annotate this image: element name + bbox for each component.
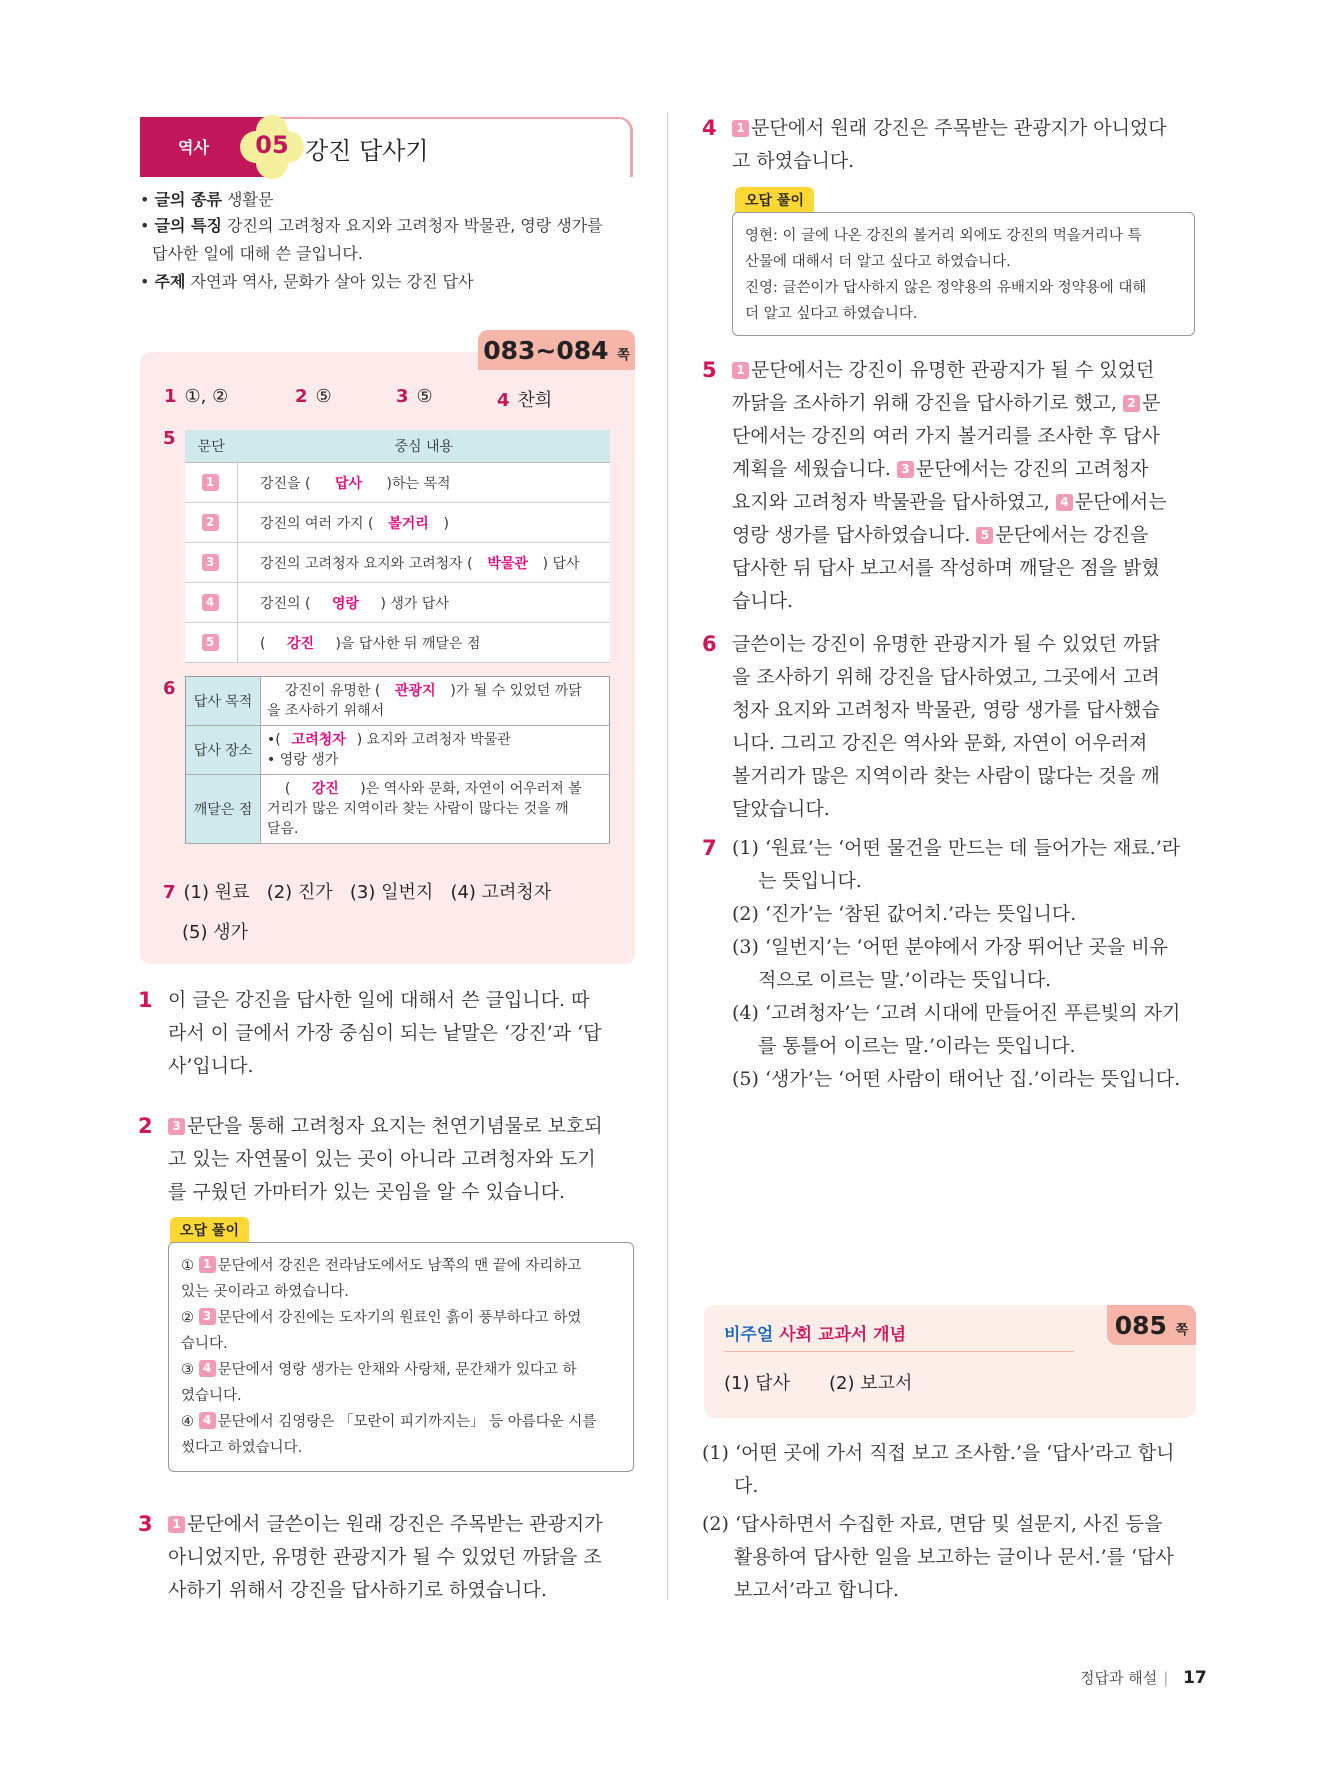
- wrong-answer-box-4: 영현: 이 글에 나온 강진의 볼거리 외에도 강진의 먹을거리나 특 산물에 대해서 더 알고 싶다고 하였습니다. 진영: 글쓴이가 답사하지 않은 정약용의 유배지와 정약용에 대해 더 알고 싶다고 하였습니다.: [732, 212, 1195, 336]
- explain-3: 3 1 문단에서 글쓴이는 원래 강진은 주목받는 관광지가 아니었지만, 유명한 관광지가 될 수 있었던 까닭을 조 사하기 위해서 강진을 답사하기로 하였습니다.: [138, 1512, 603, 1601]
- lesson-header: [140, 117, 638, 177]
- paragraph-table: [185, 430, 610, 663]
- table-row: 3 강진의 고려청자 요지와 고려청자 ( 박물관 ) 답사: [185, 543, 610, 583]
- info-theme: • 주제 자연과 역사, 문화가 살아 있는 강진 답사: [140, 272, 474, 291]
- visual-explain-2: (2) ‘답사하면서 수집한 자료, 면담 및 설문지, 사진 등을 활용하여 답사한 일을 보고하는 글이나 문서.’를 ‘답사 보고서’라고 합니다.: [702, 1513, 1174, 1601]
- lesson-title: 강진 답사기: [305, 137, 429, 165]
- footer-label: 정답과 해설: [1080, 1669, 1158, 1687]
- table-row: 2 강진의 여러 가지 ( 볼거리 ): [185, 503, 610, 543]
- explain-2: 2 3 문단을 통해 고려청자 요지는 천연기념물로 보호되 고 있는 자연물이 있는 곳이 아니라 고려청자와 도기 를 구웠던 가마터가 있는 곳임을 알 수 있습니다.: [138, 1114, 603, 1203]
- subject-label: 역사: [178, 138, 209, 157]
- info-feature-line2: 답사한 일에 대해 쓴 글입니다.: [152, 244, 363, 263]
- answer-1: 1 ①, ②: [164, 386, 229, 407]
- visual-answer-1: (1) 답사: [724, 1373, 790, 1394]
- table-row: 답사 장소 •( 고려청자 ) 요지와 고려청자 박물관 • 영랑 생가: [186, 726, 610, 775]
- visual-title-line: [724, 1351, 1074, 1352]
- lesson-number: 05: [255, 131, 289, 159]
- th-paragraph: 문단: [185, 430, 238, 463]
- answer-6-label: 6: [163, 678, 176, 699]
- th-content: 중심 내용: [238, 430, 611, 463]
- answer-5-label: 5: [163, 428, 176, 449]
- explain-1: 1 이 글은 강진을 답사한 일에 대해서 쓴 글입니다. 따 라서 이 글에서 가장 중심이 되는 낱말은 ‘강진’과 ‘답 사’입니다.: [138, 988, 602, 1077]
- table-row: 답사 목적 강진이 유명한 ( 관광지 )가 될 수 있었던 까닭 을 조사하기 위해서: [186, 677, 610, 726]
- table-row: 4 강진의 ( 영랑 ) 생가 답사: [185, 583, 610, 623]
- column-divider: [667, 112, 668, 1600]
- page-number: 17: [1183, 1668, 1207, 1688]
- trip-table: [185, 676, 610, 844]
- answer-7: 7 (1) 원료 (2) 진가 (3) 일번지 (4) 고려청자: [163, 882, 552, 903]
- info-type: • 글의 종류 생활문: [140, 190, 274, 209]
- answer-2: 2 ⑤: [295, 386, 332, 407]
- page-range-badge: 083~084 쪽: [478, 330, 635, 370]
- table-row: 깨달은 점 ( 강진 )은 역사와 문화, 자연이 어우러져 볼 거리가 많은 지역이라 찾는 사람이 많다는 것을 깨 달음.: [186, 775, 610, 844]
- visual-title: 비주얼 사회 교과서 개념: [724, 1325, 906, 1345]
- answer-4: 4 찬희: [497, 390, 553, 411]
- wrong-answer-tag: 오답 풀이: [170, 1217, 249, 1243]
- wrong-answer-box-2: ① 1 문단에서 강진은 전라남도에서도 남쪽의 맨 끝에 자리하고 있는 곳이라고 하였습니다. ② 3 문단에서 강진에는 도자기의 원료인 흙이 풍부하다고 하였 습니다. ③ 4 문단에서 영랑 생가는 안채와 사랑채, 문간채가 있다고 하 였습니다. ④ 4 문단에서 김영랑은 「모란이 피기까지는」 등 아름다운 시를 썼다고 하였습니다.: [168, 1242, 634, 1472]
- explain-6: 6 글쓴이는 강진이 유명한 관광지가 될 수 있었던 까닭 을 조사하기 위해 강진을 답사하였고, 그곳에서 고려 청자 요지와 고려청자 박물관, 영랑 생가를 답사했습 니다. 그리고 강진은 역사와 문화, 자연이 어우러져 볼거리가 많은 지역이라 찾는 사람이 많다는 것을 깨 달았습니다.: [702, 632, 1160, 820]
- visual-explain-1: (1) ‘어떤 곳에 가서 직접 보고 조사함.’을 ‘답사’라고 합니 다.: [702, 1442, 1175, 1497]
- page-footer: 정답과 해설 | 17: [1080, 1668, 1207, 1688]
- table-row: 5 ( 강진 )을 답사한 뒤 깨달은 점: [185, 623, 610, 663]
- explain-4: 4 1 문단에서 원래 강진은 주목받는 관광지가 아니었다 고 하였습니다.: [702, 116, 1167, 172]
- page-badge-085: 085 쪽: [1107, 1305, 1196, 1345]
- info-feature: • 글의 특징 강진의 고려청자 요지와 고려청자 박물관, 영랑 생가를: [140, 216, 603, 235]
- visual-answer-2: (2) 보고서: [829, 1373, 913, 1394]
- answer-7-5: (5) 생가: [182, 922, 248, 943]
- explain-5: 5 1 문단에서는 강진이 유명한 관광지가 될 수 있었던 까닭을 조사하기 위해 강진을 답사하기로 했고, 2 문 단에서는 강진의 여러 가지 볼거리를 조사한 후 답사 계획을 세웠습니다. 3 문단에서는 강진의 고려청자 요지와 고려청자 박물관을 답사하였고, 4 문단에서는 영랑 생가를 답사하였습니다. 5 문단에서는 강진을 답사한 뒤 답사 보고서를 작성하며 깨달은 점을 밝혔 습니다.: [702, 358, 1167, 612]
- table-row: 1 강진을 ( 답사 )하는 목적: [185, 463, 610, 503]
- explain-7: 7 (1) ‘원료’는 ‘어떤 물건을 만드는 데 들어가는 재료.’라 는 뜻입니다. (2) ‘진가’는 ‘참된 값어치.’라는 뜻입니다. (3) ‘일번지’는 ‘어떤 분야에서 가장 뛰어난 곳을 비유 적으로 이르는 말.’이라는 뜻입니다. (4) ‘고려청자’는 ‘고려 시대에 만들어진 푸른빛의 자기 를 통틀어 이르는 말.’이라는 뜻입니다. (5) ‘생가’는 ‘어떤 사람이 태어난 집.’이라는 뜻입니다.: [702, 836, 1181, 1090]
- answer-3: 3 ⑤: [396, 386, 433, 407]
- wrong-answer-tag: 오답 풀이: [735, 187, 814, 213]
